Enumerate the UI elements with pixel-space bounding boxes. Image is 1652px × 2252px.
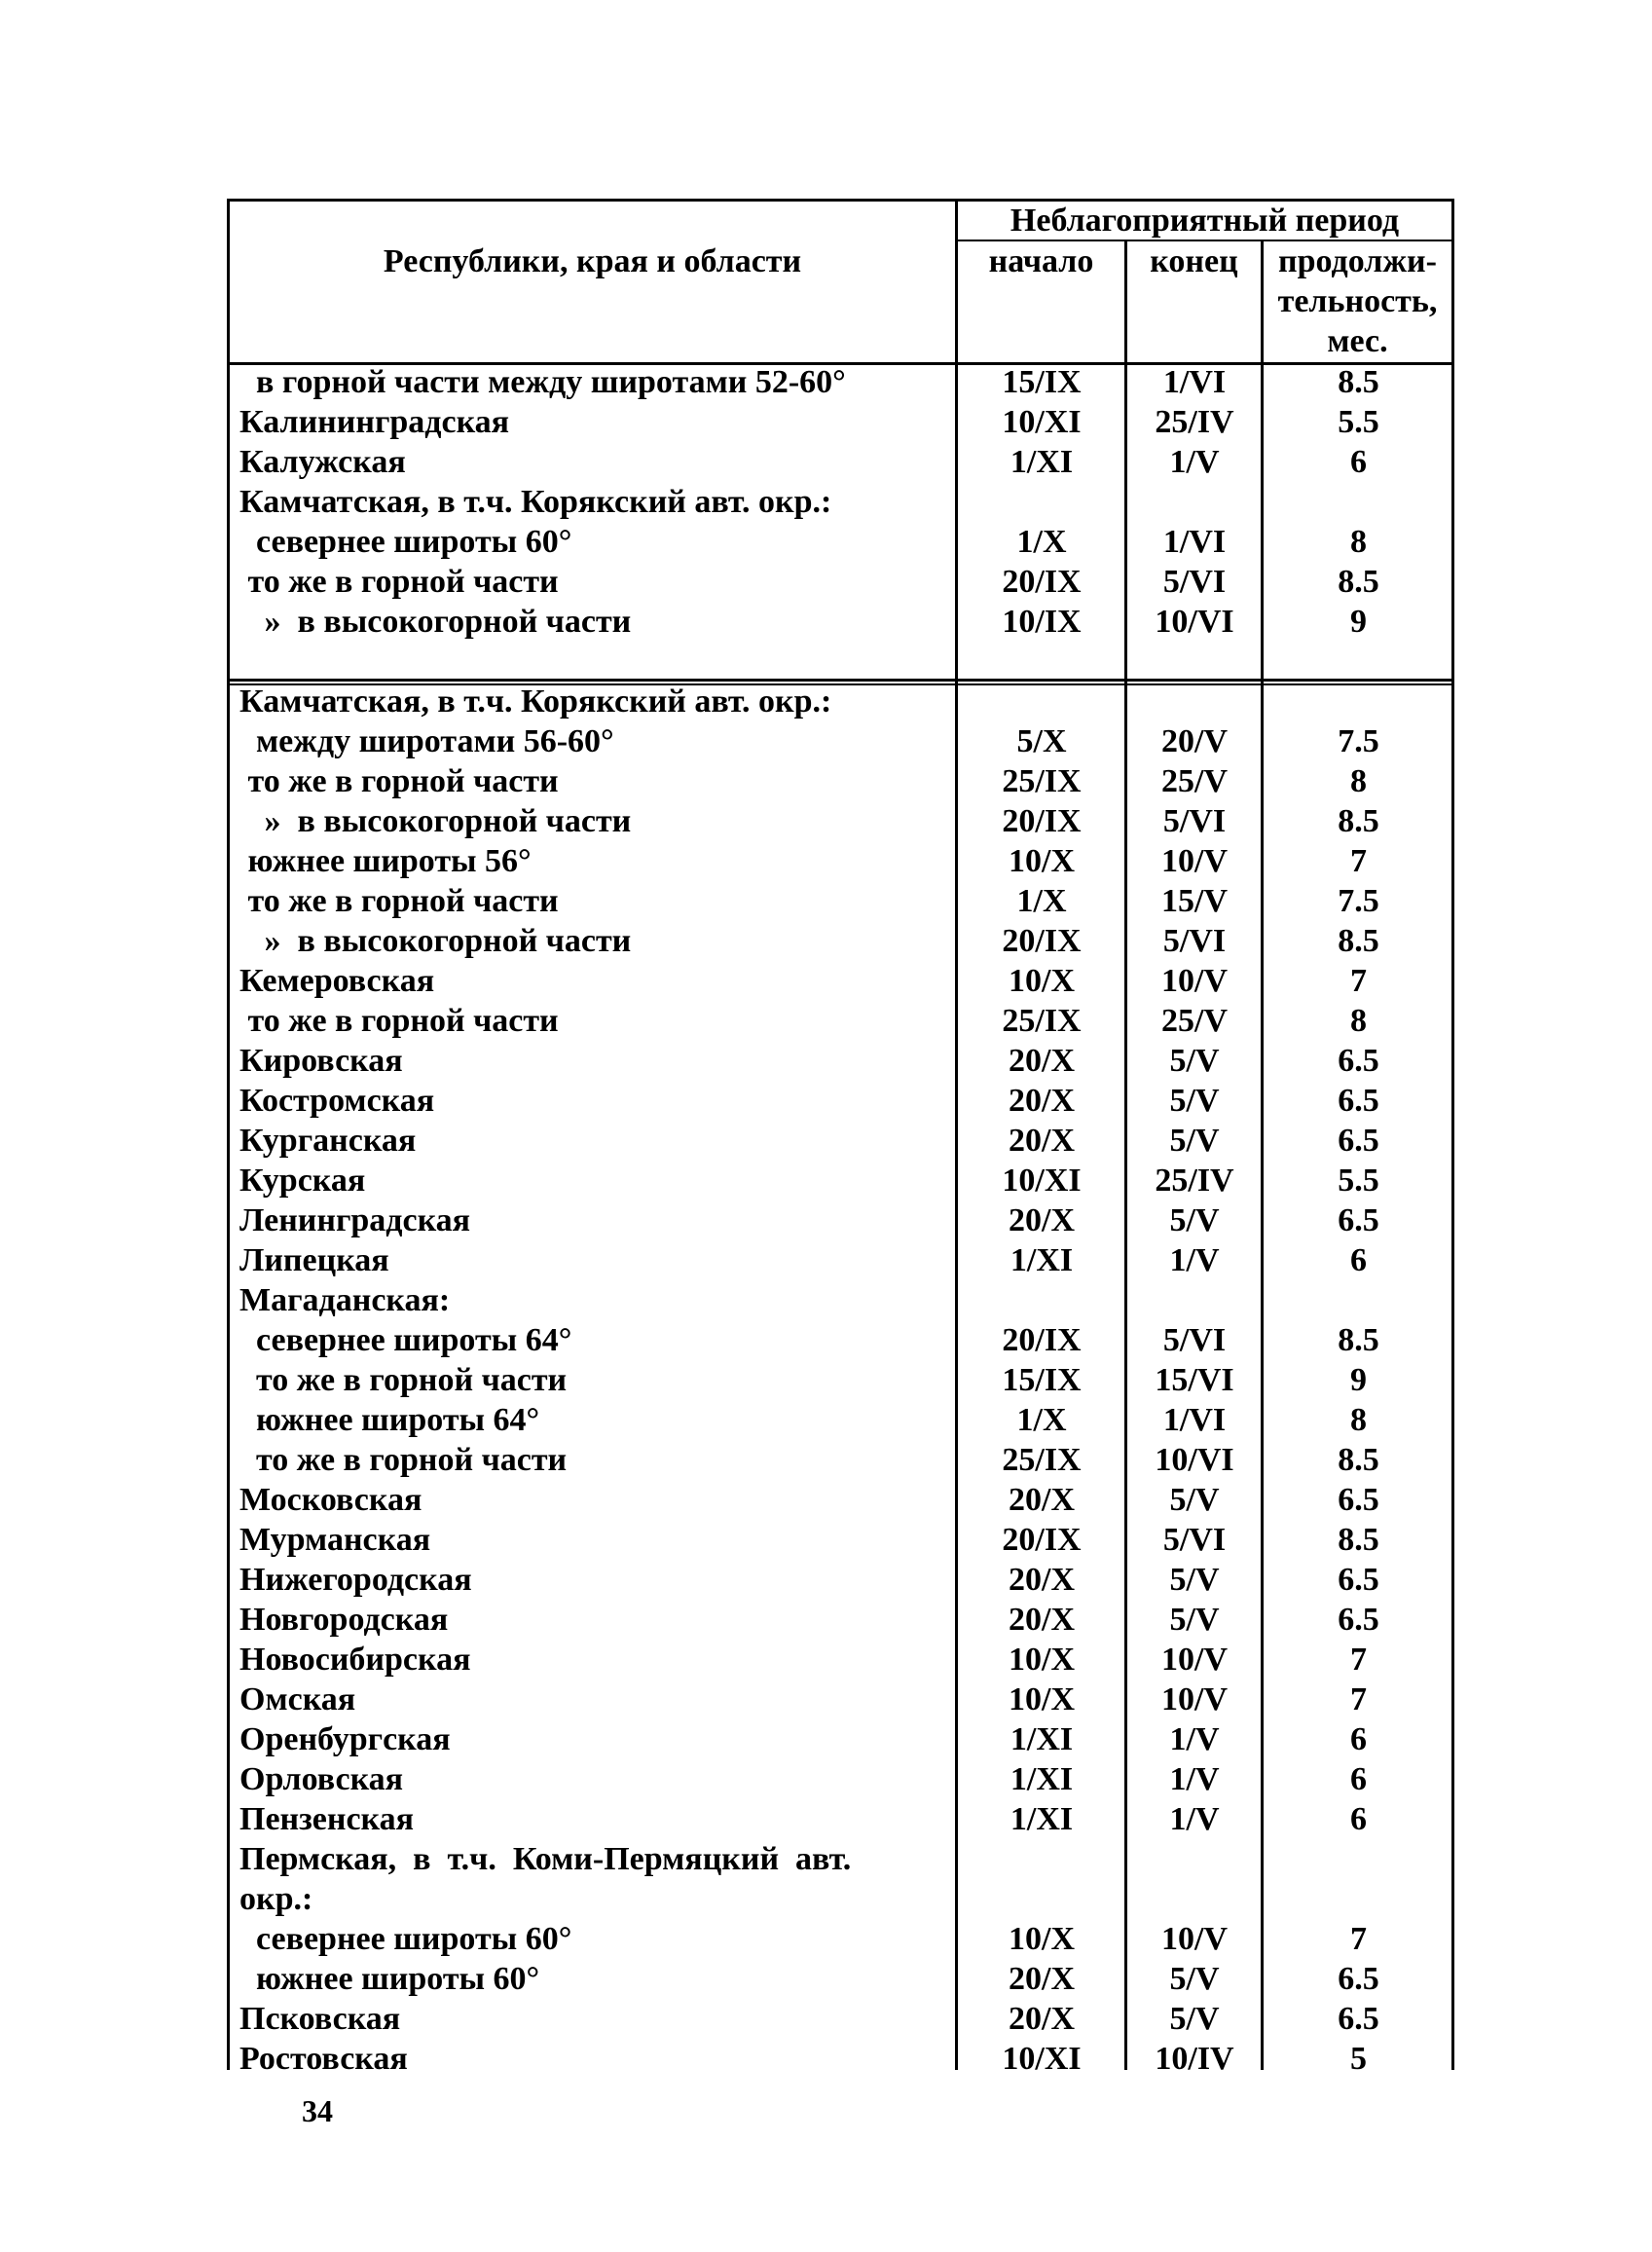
row-end: 25/IV bbox=[1155, 404, 1234, 440]
row-start: 20/X bbox=[1009, 1602, 1075, 1638]
header-regions: Республики, края и области bbox=[383, 243, 802, 279]
row-duration: 5.5 bbox=[1338, 1163, 1379, 1199]
page-number: 34 bbox=[302, 2093, 333, 2128]
row-start: 20/IX bbox=[1002, 923, 1082, 959]
row-end: 10/V bbox=[1161, 1642, 1228, 1678]
row-name: то же в горной части bbox=[239, 564, 559, 600]
row-name: » в высокогорной части bbox=[239, 803, 632, 839]
row-start: 1/X bbox=[1016, 883, 1067, 919]
row-end: 1/V bbox=[1169, 1801, 1220, 1837]
row-end: 15/VI bbox=[1155, 1362, 1234, 1398]
row-duration: 6.5 bbox=[1338, 1202, 1379, 1238]
row-end: 1/V bbox=[1169, 1721, 1220, 1757]
row-duration: 8.5 bbox=[1338, 564, 1379, 600]
row-duration: 6 bbox=[1350, 1721, 1367, 1757]
row-duration: 8.5 bbox=[1338, 803, 1379, 839]
row-duration: 8.5 bbox=[1338, 364, 1379, 400]
row-name: то же в горной части bbox=[239, 763, 559, 799]
row-end: 10/VI bbox=[1155, 604, 1234, 640]
row-name: Камчатская, в т.ч. Корякский авт. окр.: bbox=[239, 484, 832, 520]
row-duration: 8.5 bbox=[1338, 1322, 1379, 1358]
row-end: 5/V bbox=[1169, 1602, 1220, 1638]
row-end: 5/V bbox=[1169, 1961, 1220, 1997]
row-start: 15/IX bbox=[1002, 1362, 1082, 1398]
row-end: 5/VI bbox=[1162, 923, 1227, 959]
row-duration: 7 bbox=[1350, 1921, 1367, 1957]
row-start: 10/IX bbox=[1002, 604, 1082, 640]
row-start: 20/X bbox=[1009, 1083, 1075, 1119]
row-name: Ростовская bbox=[239, 2041, 408, 2077]
row-start: 1/XI bbox=[1010, 444, 1074, 480]
row-name: севернее широты 60° bbox=[239, 524, 572, 560]
row-name: » в высокогорной части bbox=[239, 604, 632, 640]
row-end: 25/V bbox=[1161, 763, 1228, 799]
header-duration-3: мес. bbox=[1327, 323, 1388, 359]
row-start: 20/X bbox=[1009, 2001, 1075, 2037]
row-duration: 5.5 bbox=[1338, 404, 1379, 440]
row-duration: 6.5 bbox=[1338, 2001, 1379, 2037]
row-start: 5/X bbox=[1016, 723, 1067, 759]
row-start: 10/X bbox=[1009, 1681, 1075, 1717]
row-duration: 6.5 bbox=[1338, 1562, 1379, 1598]
row-duration: 8 bbox=[1350, 524, 1367, 560]
row-name: Курганская bbox=[239, 1123, 417, 1159]
row-end: 5/VI bbox=[1162, 1522, 1227, 1558]
row-name: Оренбургская bbox=[239, 1721, 451, 1757]
row-duration: 9 bbox=[1350, 1362, 1367, 1398]
row-start: 20/X bbox=[1009, 1123, 1075, 1159]
row-duration: 8.5 bbox=[1338, 1522, 1379, 1558]
row-start: 1/XI bbox=[1010, 1242, 1074, 1278]
row-name: то же в горной части bbox=[239, 883, 559, 919]
row-start: 20/IX bbox=[1002, 1322, 1082, 1358]
row-duration: 6.5 bbox=[1338, 1482, 1379, 1518]
row-name: Новгородская bbox=[239, 1602, 449, 1638]
row-name: Калужская bbox=[239, 444, 406, 480]
row-duration: 7 bbox=[1350, 1642, 1367, 1678]
row-end: 5/V bbox=[1169, 1202, 1220, 1238]
row-end: 5/V bbox=[1169, 1083, 1220, 1119]
row-start: 1/XI bbox=[1010, 1721, 1074, 1757]
row-duration: 8.5 bbox=[1338, 923, 1379, 959]
row-end: 5/V bbox=[1169, 1482, 1220, 1518]
row-end: 10/V bbox=[1161, 963, 1228, 999]
row-start: 1/XI bbox=[1010, 1801, 1074, 1837]
row-start: 20/IX bbox=[1002, 1522, 1082, 1558]
row-name: Пензенская bbox=[239, 1801, 415, 1837]
row-start: 20/X bbox=[1009, 1562, 1075, 1598]
row-start: 20/X bbox=[1009, 1202, 1075, 1238]
row-start: 20/X bbox=[1009, 1482, 1075, 1518]
row-end: 5/VI bbox=[1162, 803, 1227, 839]
row-name: то же в горной части bbox=[239, 1442, 568, 1478]
row-duration: 6.5 bbox=[1338, 1602, 1379, 1638]
row-end: 5/V bbox=[1169, 2001, 1220, 2037]
row-start: 25/IX bbox=[1002, 1442, 1082, 1478]
header-start: начало bbox=[988, 243, 1094, 279]
row-end: 10/IV bbox=[1155, 2041, 1234, 2077]
row-end: 5/VI bbox=[1162, 1322, 1227, 1358]
row-duration: 9 bbox=[1350, 604, 1367, 640]
row-start: 1/X bbox=[1016, 524, 1067, 560]
row-name: Омская bbox=[239, 1681, 356, 1717]
row-duration: 7 bbox=[1350, 843, 1367, 879]
row-duration: 8 bbox=[1350, 763, 1367, 799]
row-end: 5/VI bbox=[1162, 564, 1227, 600]
row-name: Московская bbox=[239, 1482, 422, 1518]
row-end: 1/V bbox=[1169, 1761, 1220, 1797]
row-name: Кировская bbox=[239, 1043, 403, 1079]
row-end: 10/VI bbox=[1155, 1442, 1234, 1478]
header-duration-1: продолжи- bbox=[1278, 243, 1437, 279]
row-name: севернее широты 60° bbox=[239, 1921, 572, 1957]
row-name: » в высокогорной части bbox=[239, 923, 632, 959]
header-period: Неблагоприятный период bbox=[1010, 203, 1400, 239]
row-end: 1/V bbox=[1169, 1242, 1220, 1278]
row-end: 10/V bbox=[1161, 1921, 1228, 1957]
row-duration: 6.5 bbox=[1338, 1043, 1379, 1079]
row-end: 5/V bbox=[1169, 1123, 1220, 1159]
row-name: Новосибирская bbox=[239, 1642, 471, 1678]
row-name: в горной части между широтами 52-60° bbox=[239, 364, 846, 400]
row-name: севернее широты 64° bbox=[239, 1322, 572, 1358]
row-name: Орловская bbox=[239, 1761, 404, 1797]
row-name: южнее широты 64° bbox=[239, 1402, 540, 1438]
row-name: Магаданская: bbox=[239, 1282, 451, 1318]
row-name: Пермская, в т.ч. Коми-Пермяцкий авт. bbox=[239, 1841, 852, 1877]
row-name: Костромская bbox=[239, 1083, 435, 1119]
row-end: 5/V bbox=[1169, 1043, 1220, 1079]
row-start: 20/X bbox=[1009, 1961, 1075, 1997]
row-duration: 6 bbox=[1350, 1761, 1367, 1797]
row-duration: 6 bbox=[1350, 1801, 1367, 1837]
row-start: 10/X bbox=[1009, 963, 1075, 999]
row-duration: 8 bbox=[1350, 1003, 1367, 1039]
row-name: то же в горной части bbox=[239, 1362, 568, 1398]
row-name: то же в горной части bbox=[239, 1003, 559, 1039]
row-end: 5/V bbox=[1169, 1562, 1220, 1598]
row-duration: 7 bbox=[1350, 1681, 1367, 1717]
row-duration: 7.5 bbox=[1338, 723, 1379, 759]
row-start: 10/X bbox=[1009, 1642, 1075, 1678]
row-start: 25/IX bbox=[1002, 763, 1082, 799]
row-name: Липецкая bbox=[239, 1242, 389, 1278]
row-duration: 5 bbox=[1350, 2041, 1367, 2077]
row-end: 10/V bbox=[1161, 1681, 1228, 1717]
row-end: 1/VI bbox=[1162, 1402, 1227, 1438]
row-duration: 8 bbox=[1350, 1402, 1367, 1438]
row-duration: 6.5 bbox=[1338, 1123, 1379, 1159]
row-name: Псковская bbox=[239, 2001, 401, 2037]
row-name: Ленинградская bbox=[239, 1202, 471, 1238]
row-duration: 6.5 bbox=[1338, 1961, 1379, 1997]
row-start: 25/IX bbox=[1002, 1003, 1082, 1039]
row-start: 10/XI bbox=[1002, 1163, 1082, 1199]
row-duration: 6 bbox=[1350, 444, 1367, 480]
row-start: 10/X bbox=[1009, 1921, 1075, 1957]
row-start: 20/IX bbox=[1002, 564, 1082, 600]
row-name: Кемеровская bbox=[239, 963, 435, 999]
row-duration: 7 bbox=[1350, 963, 1367, 999]
row-start: 1/XI bbox=[1010, 1761, 1074, 1797]
rule-left bbox=[227, 199, 230, 2070]
row-name: между широтами 56-60° bbox=[239, 723, 614, 759]
row-end: 25/IV bbox=[1155, 1163, 1234, 1199]
row-name: Камчатская, в т.ч. Корякский авт. окр.: bbox=[239, 683, 832, 720]
row-name: Курская bbox=[239, 1163, 366, 1199]
row-end: 1/VI bbox=[1162, 524, 1227, 560]
row-end: 10/V bbox=[1161, 843, 1228, 879]
row-end: 15/V bbox=[1161, 883, 1228, 919]
row-start: 20/IX bbox=[1002, 803, 1082, 839]
row-start: 10/XI bbox=[1002, 404, 1082, 440]
row-duration: 6 bbox=[1350, 1242, 1367, 1278]
row-name: южнее широты 56° bbox=[239, 843, 532, 879]
row-start: 10/X bbox=[1009, 843, 1075, 879]
row-start: 15/IX bbox=[1002, 364, 1082, 400]
row-start: 20/X bbox=[1009, 1043, 1075, 1079]
row-end: 20/V bbox=[1161, 723, 1228, 759]
row-duration: 7.5 bbox=[1338, 883, 1379, 919]
row-name: Нижегородская bbox=[239, 1562, 472, 1598]
row-duration: 8.5 bbox=[1338, 1442, 1379, 1478]
row-name: южнее широты 60° bbox=[239, 1961, 540, 1997]
row-name: окр.: bbox=[239, 1881, 313, 1917]
row-name: Калининградская bbox=[239, 404, 510, 440]
row-start: 10/XI bbox=[1002, 2041, 1082, 2077]
row-duration: 6.5 bbox=[1338, 1083, 1379, 1119]
row-end: 25/V bbox=[1161, 1003, 1228, 1039]
row-end: 1/V bbox=[1169, 444, 1220, 480]
header-end: конец bbox=[1150, 243, 1238, 279]
row-start: 1/X bbox=[1016, 1402, 1067, 1438]
row-end: 1/VI bbox=[1162, 364, 1227, 400]
header-duration-2: тельность, bbox=[1277, 283, 1438, 319]
row-name: Мурманская bbox=[239, 1522, 431, 1558]
